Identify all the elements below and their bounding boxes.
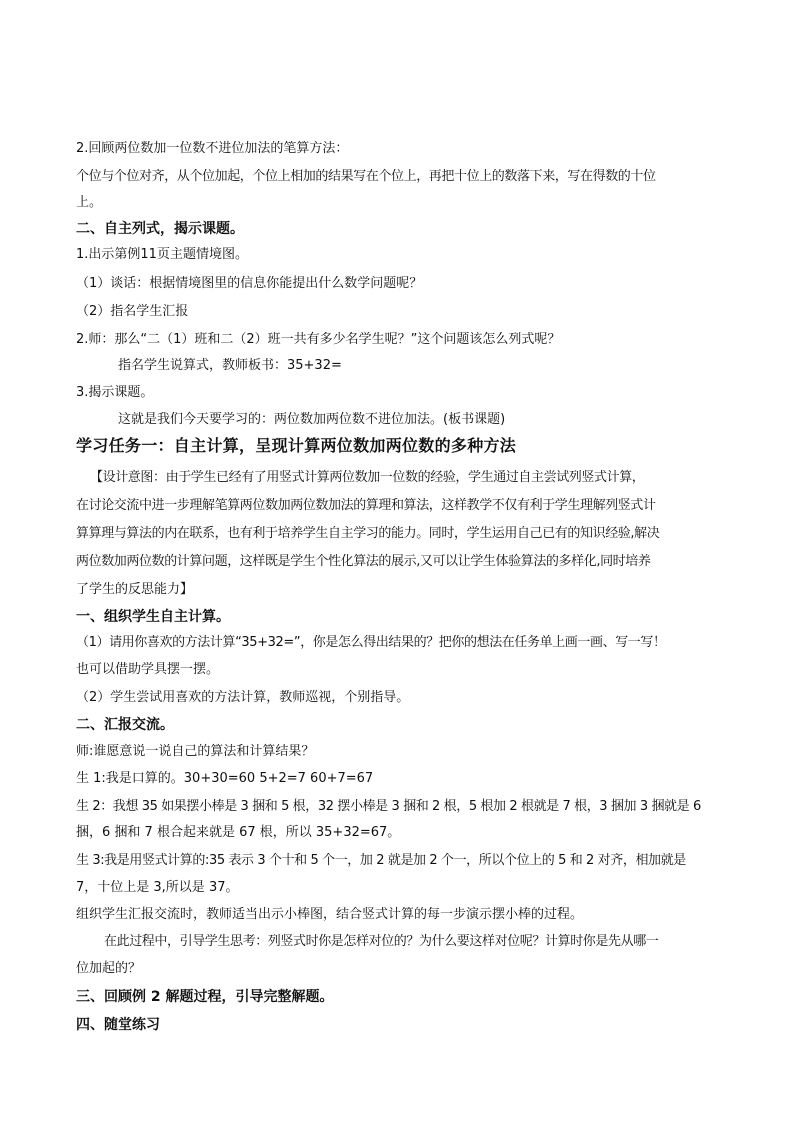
text-line: （2）学生尝试用喜欢的方法计算，教师巡视，个别指导。 — [76, 690, 410, 705]
text-line: （1）请用你喜欢的方法计算“35+32=”，你是怎么得出结果的？把你的想法在任务单上画一画、写一写！ — [76, 635, 666, 650]
text-line: 这就是我们今天要学习的：两位数加两位数不进位加法。(板书课题) — [118, 412, 506, 427]
task-heading: 学习任务一：自主计算，呈现计算两位数加两位数的多种方法 — [76, 436, 517, 455]
text-line: 师:谁愿意说一说自己的算法和计算结果？ — [76, 744, 315, 759]
text-line: 位加起的？ — [76, 961, 142, 976]
text-line: 1.出示第例11页主题情境图。 — [76, 247, 248, 262]
section-heading: 一、组织学生自主计算。 — [76, 609, 230, 625]
text-line: 生 3:我是用竖式计算的:35 表示 3 个十和 5 个一，加 2 就是加 2 个一，所以个位上的 5 和 2 对齐，相加就是 — [76, 853, 686, 868]
section-heading: 二、自主列式，揭示课题。 — [76, 221, 244, 237]
text-line: 捆，6 捆和 7 根合起来就是 67 根，所以 35+32=67。 — [76, 825, 401, 840]
text-line: 2.师：那么“二（1）班和二（2）班一共有多少名学生呢？”这个问题该怎么列式呢？ — [76, 332, 561, 347]
text-line: 个位与个位对齐，从个位加起，个位上相加的结果写在个位上，再把十位上的数落下来，写在得数的十位 — [76, 169, 656, 184]
text-line: 也可以借助学具摆一摆。 — [76, 662, 220, 677]
text-line: 2.回顾两位数加一位数不进位加法的笔算方法： — [76, 141, 349, 156]
text-line: （2）指名学生汇报 — [76, 304, 189, 319]
text-line: 在此过程中，引导学生思考：列竖式时你是怎样对位的？为什么要这样对位呢？计算时你是先从哪一 — [104, 934, 659, 949]
text-line: 7，十位上是 3,所以是 37。 — [76, 880, 239, 895]
text-line: 组织学生汇报交流时，教师适当出示小棒图，结合竖式计算的每一步演示摆小棒的过程。 — [76, 907, 584, 922]
section-heading: 二、汇报交流。 — [76, 717, 174, 733]
text-line: （1）谈话：根据情境图里的信息你能提出什么数学问题呢？ — [76, 276, 423, 291]
text-line: 生 2：我想 35 如果摆小棒是 3 捆和 5 根，32 摆小棒是 3 捆和 2 根，5 根加 2 根就是 7 根，3 捆加 3 捆就是 6 — [76, 799, 701, 814]
text-line: 3.揭示课题。 — [76, 385, 154, 400]
text-line: 【设计意图：由于学生已经有了用竖式计算两位数加一位数的经验，学生通过自主尝试列竖式计算， — [90, 470, 645, 485]
section-heading: 四、随堂练习 — [76, 1017, 160, 1033]
text-line: 了学生的反思能力】 — [76, 582, 194, 597]
text-line: 上。 — [76, 195, 103, 210]
text-line: 两位数加两位数的计算问题，这样既是学生个性化算法的展示,又可以让学生体验算法的多样化,同时培养 — [76, 554, 651, 569]
text-line: 生 1:我是口算的。30+30=60 5+2=7 60+7=67 — [76, 771, 374, 786]
text-line: 算算理与算法的内在联系，也有利于培养学生自主学习的能力。同时，学生运用自己已有的知识经验,解决 — [76, 526, 660, 541]
section-heading: 三、回顾例 2 解题过程，引导完整解题。 — [76, 989, 334, 1005]
text-line: 指名学生说算式，教师板书：35+32= — [118, 358, 342, 373]
text-line: 在讨论交流中进一步理解笔算两位数加两位数加法的算理和算法，这样教学不仅有利于学生理解列竖式计 — [76, 498, 656, 513]
